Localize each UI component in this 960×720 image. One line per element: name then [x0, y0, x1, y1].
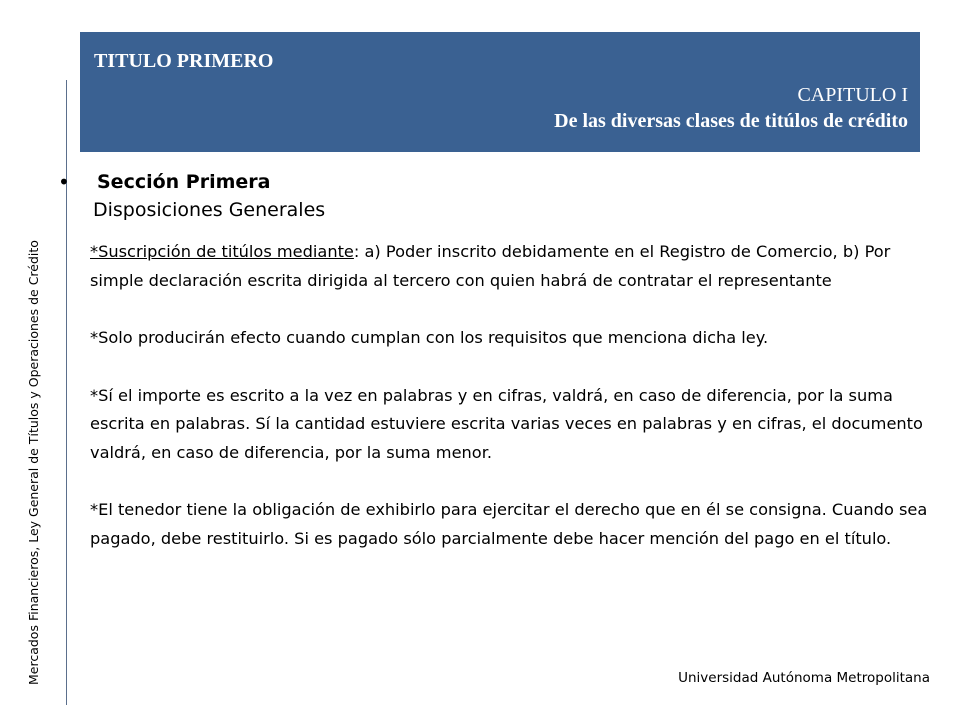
header-banner	[80, 32, 920, 152]
body-content	[90, 238, 930, 582]
paragraph-tenedor: *El tenedor tiene la obligación de exhibirlo para ejercitar el derecho que en él se consigna. Cuando sea pagado, debe restituirlo. Si es pagado sólo parcialmente debe hacer mención del pago en el título.	[90, 500, 928, 548]
header-title: TITULO PRIMERO	[94, 50, 274, 72]
header-subtitle: De las diversas clases de titúlos de crédito	[554, 110, 908, 132]
header-chapter: CAPITULO I	[797, 84, 908, 106]
bullet-icon: •	[58, 170, 70, 194]
sidebar-vertical-text: Mercados Financieros, Ley General de Títulos y Operaciones de Crédito	[26, 240, 41, 685]
footer-institution: Universidad Autónoma Metropolitana	[678, 670, 930, 686]
underlined-term: *Suscripción de titúlos mediante	[90, 242, 354, 261]
paragraph-suscripcion	[90, 238, 930, 295]
section-subtitle: Disposiciones Generales	[93, 199, 326, 221]
paragraph-efecto: *Solo producirán efecto cuando cumplan con los requisitos que menciona dicha ley.	[90, 328, 769, 347]
paragraph-importe: *Sí el importe es escrito a la vez en palabras y en cifras, valdrá, en caso de diferencia, por la suma escrita en palabras. Sí la cantidad estuviere escrita varias veces en palabras y en cifras, el documento valdrá, en caso de diferencia, por la suma menor.	[90, 385, 923, 462]
paragraph-text: : a) Poder inscrito debidamente en el Registro de Comercio, b) Por simple declaración escrita dirigida al tercero con quien habrá de contratar el representante	[90, 242, 891, 290]
section-title: Sección Primera	[97, 171, 271, 193]
